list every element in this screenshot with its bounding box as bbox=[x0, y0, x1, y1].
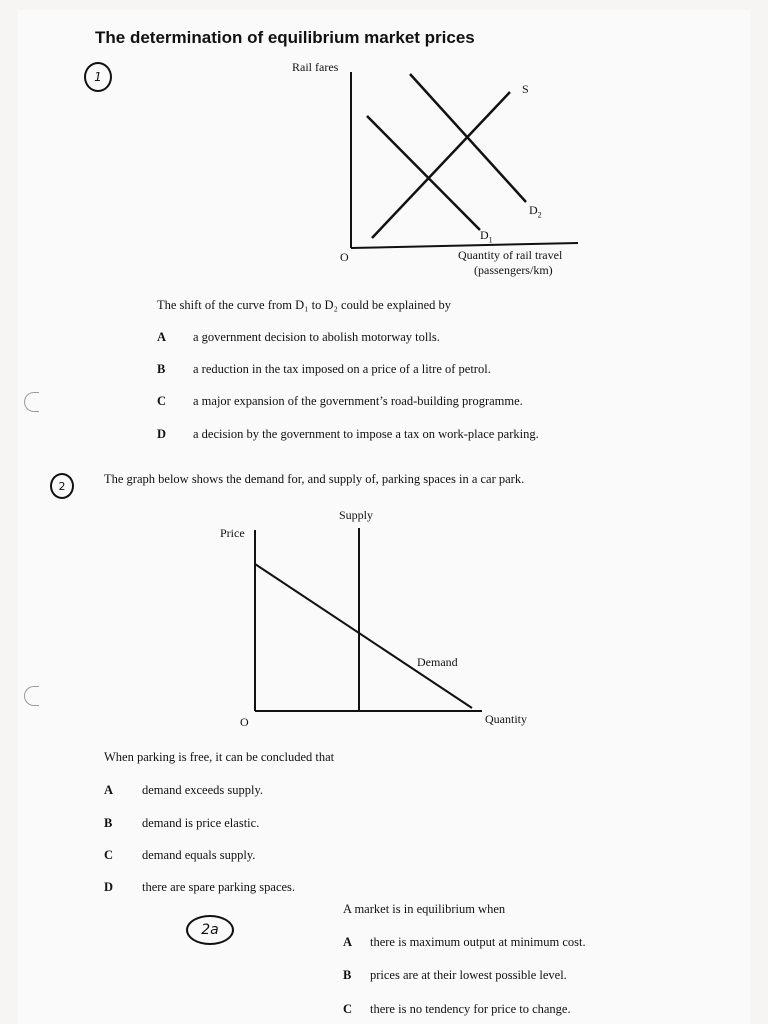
q1-option-c-text[interactable]: a major expansion of the government’s road-building programme. bbox=[193, 394, 523, 408]
q2-option-a-text[interactable]: demand exceeds supply. bbox=[142, 783, 264, 797]
q1-stem: The shift of the curve from D₁ to D₂ could be explained by bbox=[157, 298, 452, 312]
q1-origin-label: O bbox=[340, 250, 349, 264]
q2-option-c-letter: C bbox=[104, 848, 114, 862]
q1-d2-label: $D_2$ bbox=[529, 203, 542, 220]
q2-demand-label: Demand bbox=[417, 655, 458, 669]
q2-y-axis-label: Price bbox=[220, 526, 245, 540]
q1-option-b-letter: B bbox=[157, 362, 166, 376]
question-1-number: 1 bbox=[94, 70, 102, 84]
q2-x-axis-label: Quantity bbox=[485, 712, 527, 726]
q1-option-d-letter: D bbox=[157, 427, 167, 441]
q1-option-a-letter: A bbox=[157, 330, 167, 344]
q2-option-d-text[interactable]: there are spare parking spaces. bbox=[142, 880, 296, 894]
question-2a-number: 2a bbox=[201, 922, 219, 938]
q2-option-a-letter: A bbox=[104, 783, 114, 797]
q2a-option-b-letter: B bbox=[343, 968, 352, 982]
q1-x-axis-label-line2: (passengers/km) bbox=[474, 263, 553, 277]
q1-option-a-text[interactable]: a government decision to abolish motorway tolls. bbox=[193, 330, 440, 344]
q2a-option-c-text[interactable]: there is no tendency for price to change. bbox=[370, 1002, 571, 1016]
q1-x-axis-label-line1: Quantity of rail travel bbox=[458, 248, 563, 262]
q2-option-b-letter: B bbox=[104, 816, 113, 830]
page-title: The determination of equilibrium market prices bbox=[95, 28, 475, 47]
q2-option-c-text[interactable]: demand equals supply. bbox=[142, 848, 256, 862]
q2a-option-b-text[interactable]: prices are at their lowest possible level. bbox=[370, 968, 567, 982]
q2a-option-c-letter: C bbox=[343, 1002, 353, 1016]
q1-supply-label: S bbox=[522, 82, 529, 96]
q1-d1-label: $D_1$ bbox=[480, 228, 493, 245]
q2-supply-label: Supply bbox=[339, 508, 374, 522]
q2-question: When parking is free, it can be concluded that bbox=[104, 750, 335, 764]
q2a-option-a-text[interactable]: there is maximum output at minimum cost. bbox=[370, 935, 586, 949]
q1-option-c-letter: C bbox=[157, 394, 167, 408]
q2-demand-line bbox=[255, 564, 472, 708]
q2-option-d-letter: D bbox=[104, 880, 114, 894]
q2a-stem: A market is in equilibrium when bbox=[343, 902, 506, 916]
q1-option-b-text[interactable]: a reduction in the tax imposed on a price of a litre of petrol. bbox=[193, 362, 491, 376]
q1-option-d-text[interactable]: a decision by the government to impose a tax on work-place parking. bbox=[193, 427, 539, 441]
q2-stem: The graph below shows the demand for, and supply of, parking spaces in a car park. bbox=[104, 472, 525, 486]
question-2a-number-circle bbox=[186, 915, 234, 945]
q2-option-b-text[interactable]: demand is price elastic. bbox=[142, 816, 260, 830]
q1-y-axis-label: Rail fares bbox=[292, 60, 339, 74]
q2-origin-label: O bbox=[240, 715, 249, 729]
q2a-option-a-letter: A bbox=[343, 935, 353, 949]
question-2-number: 2 bbox=[58, 479, 66, 493]
